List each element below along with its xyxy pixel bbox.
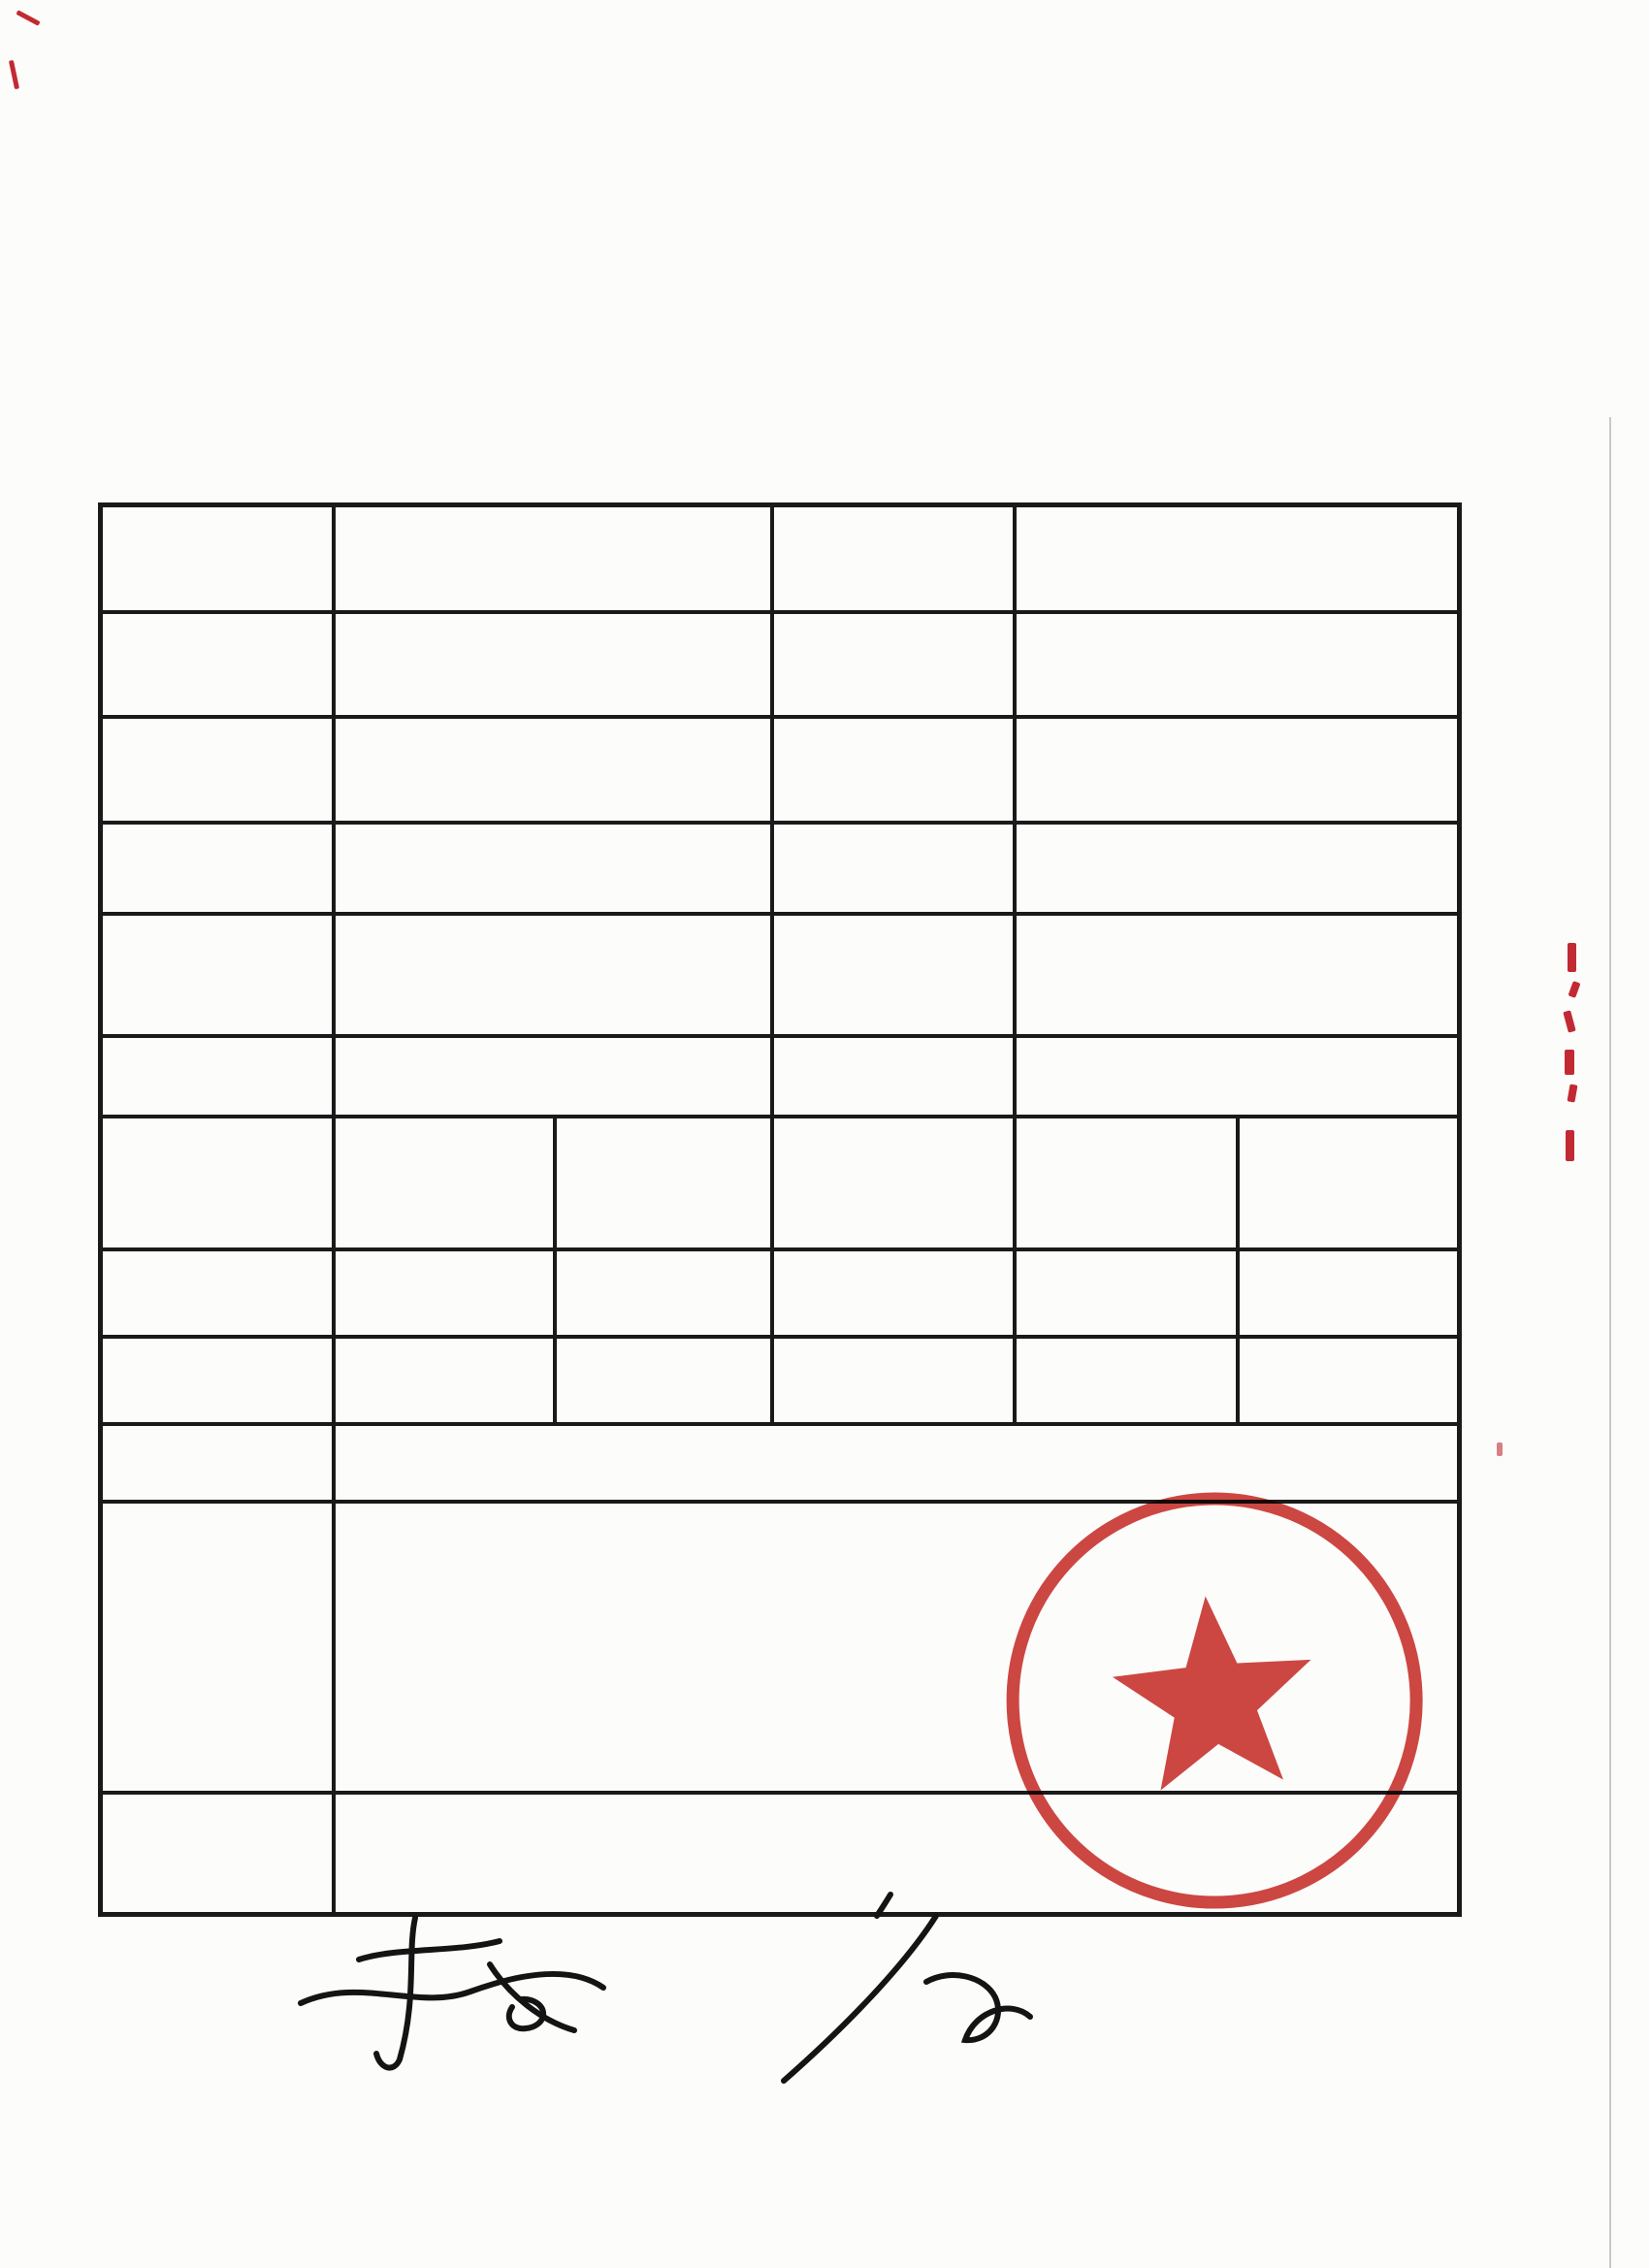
label-checking-sealing	[1013, 1118, 1236, 1247]
red-margin-mark	[1568, 943, 1576, 972]
approver-signature	[291, 1906, 611, 2081]
value-client-address	[332, 825, 770, 912]
label-note	[103, 1795, 332, 1912]
value-sealing-staff	[770, 1118, 1013, 1247]
value-test-items	[332, 916, 770, 1034]
value-receipt-date	[1236, 1339, 1457, 1422]
red-mark	[9, 60, 19, 89]
label-client	[103, 719, 332, 821]
table-row-sample-grade	[103, 1335, 1457, 1422]
value-trademark	[332, 1118, 553, 1247]
red-margin-mark	[1568, 981, 1581, 998]
label-serial-number	[770, 1038, 1013, 1115]
scan-edge-line	[1609, 417, 1611, 2268]
label-sealing-staff	[553, 1118, 770, 1247]
official-seal-stamp	[973, 1464, 1457, 1957]
table-row-manufacturer	[103, 610, 1457, 715]
value-sampling-body	[1013, 719, 1457, 821]
label-sampling-date	[553, 1339, 770, 1422]
table-row-kind-of-test	[103, 1247, 1457, 1335]
label-sampling-site	[770, 825, 1013, 912]
table-row-product	[103, 507, 1457, 610]
value-checking-sealing	[1236, 1118, 1457, 1247]
label-test-date	[103, 1038, 332, 1115]
label-inspected-body	[770, 614, 1013, 715]
table-row-trademark	[103, 1115, 1457, 1247]
label-test-conclusion	[103, 1504, 332, 1791]
red-margin-mark	[1497, 1442, 1503, 1456]
label-test-items	[103, 916, 332, 1034]
label-product-name	[103, 507, 332, 610]
value-sampling-site	[1013, 825, 1457, 912]
value-product-name	[332, 507, 770, 610]
value-sample-grade	[332, 1339, 553, 1422]
table-row-test-date	[103, 1034, 1457, 1115]
value-nominal-manufacturer	[332, 614, 770, 715]
table-row-test-items	[103, 912, 1457, 1034]
label-sampling-base	[553, 1251, 770, 1335]
value-sampling-date	[770, 1339, 1013, 1422]
label-model-type	[770, 507, 1013, 610]
label-kind-of-test	[103, 1251, 332, 1335]
label-receipt-date	[1013, 1339, 1236, 1422]
value-sample-character	[1013, 916, 1457, 1034]
red-margin-mark	[1565, 1050, 1574, 1075]
red-mark	[16, 10, 40, 26]
label-sample-grade	[103, 1339, 332, 1422]
value-manufactured-date	[1013, 1038, 1457, 1115]
table-row-client-address	[103, 821, 1457, 912]
label-client-address	[103, 825, 332, 912]
label-samples-quantity	[1013, 1251, 1236, 1335]
value-client	[332, 719, 770, 821]
value-samples-quantity	[1236, 1251, 1457, 1335]
red-margin-mark	[1566, 1130, 1574, 1161]
red-margin-mark	[1567, 1084, 1577, 1102]
table-row-client	[103, 715, 1457, 821]
value-kind-of-test	[332, 1251, 553, 1335]
label-sample-character	[770, 916, 1013, 1034]
value-inspected-body	[1013, 614, 1457, 715]
seal-star-icon	[1106, 1587, 1321, 1794]
value-test-date	[332, 1038, 770, 1115]
label-test-criteria	[103, 1426, 332, 1500]
value-model-type	[1013, 507, 1457, 610]
label-nominal-manufacturer	[103, 614, 332, 715]
label-trademark	[103, 1118, 332, 1247]
red-margin-mark	[1563, 1010, 1575, 1032]
value-sampling-base	[770, 1251, 1013, 1335]
label-sampling-body	[770, 719, 1013, 821]
